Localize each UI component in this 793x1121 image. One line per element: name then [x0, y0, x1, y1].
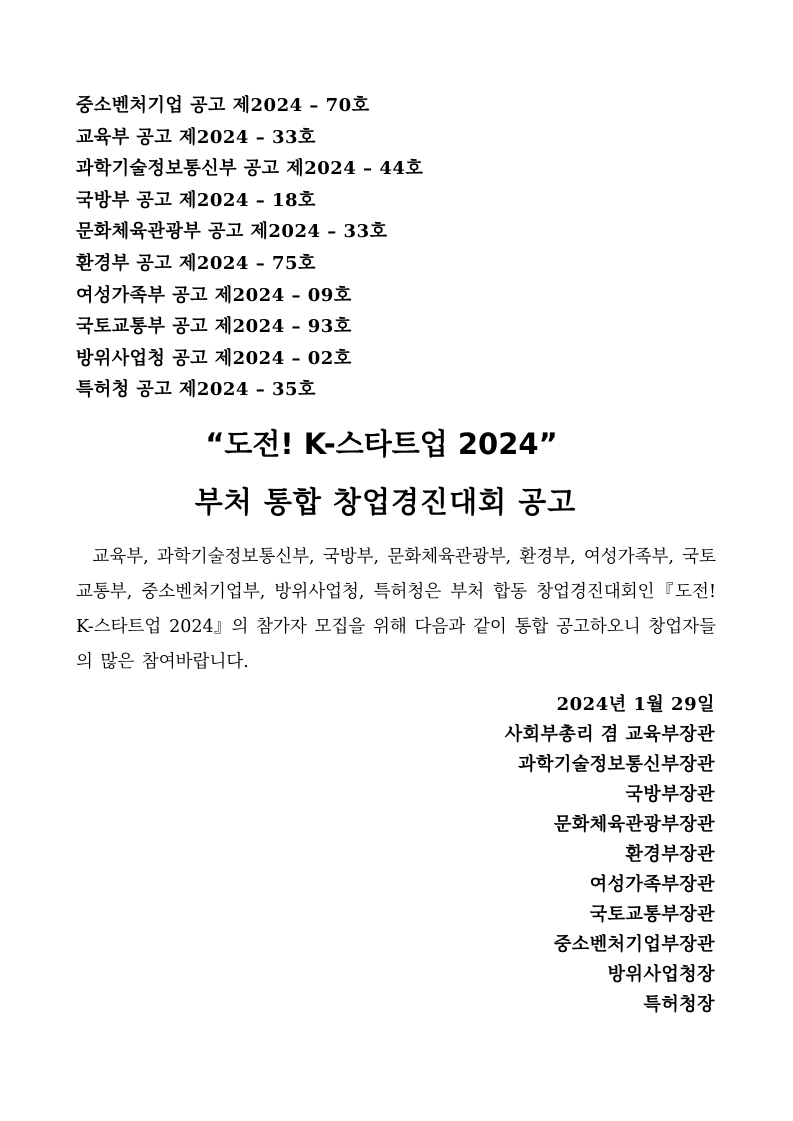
- notice-number: 국토교통부 공고 제2024 – 93호: [76, 316, 352, 338]
- signature-block: [505, 690, 715, 1020]
- notice-number-list: [76, 90, 423, 406]
- signer: 국토교통부장관: [589, 904, 715, 925]
- notice-number: 방위사업청 공고 제2024 – 02호: [76, 347, 352, 369]
- signer: 문화체육관광부장관: [554, 814, 715, 835]
- signer: 중소벤처기업부장관: [554, 934, 715, 955]
- notice-number: 특허청 공고 제2024 – 35호: [76, 379, 316, 401]
- notice-number: 교육부 공고 제2024 – 33호: [76, 126, 316, 148]
- notice-number: 중소벤처기업 공고 제2024 – 70호: [76, 95, 370, 116]
- notice-number: 국방부 공고 제2024 – 18호: [76, 189, 316, 211]
- signer: 사회부총리 겸 교육부장관: [504, 724, 715, 745]
- signer: 방위사업청장: [607, 964, 715, 985]
- title-line-2: 부처 통합 창업경진대회 공고: [194, 485, 577, 519]
- notice-number: 문화체육관광부 공고 제2024 – 33호: [76, 221, 388, 243]
- title-line-1: “도전! K-스타트업 2024”: [205, 427, 558, 461]
- intro-text: 교육부, 과학기술정보통신부, 국방부, 문화체육관광부, 환경부, 여성가족부, 국토교통부, 중소벤처기업부, 방위사업청, 특허청은 부처 합동 창업경진대회인『도전! K-스타트업 2024』의 참가자 모집을 위해 다음과 같이 통합 공고하오니 창업자들의 많은 참여바랍니다.: [76, 547, 716, 672]
- notice-number: 과학기술정보통신부 공고 제2024 – 44호: [76, 158, 424, 180]
- notice-number: 여성가족부 공고 제2024 – 09호: [76, 284, 352, 306]
- announcement-date: 2024년 1월 29일: [556, 694, 715, 715]
- signer: 환경부장관: [625, 844, 715, 865]
- signer: 특허청장: [643, 994, 715, 1015]
- document-title: [0, 424, 793, 522]
- signer: 여성가족부장관: [589, 874, 715, 895]
- intro-paragraph: [76, 540, 716, 680]
- signer: 과학기술정보통신부장관: [518, 754, 715, 775]
- notice-number: 환경부 공고 제2024 – 75호: [76, 252, 316, 274]
- signer: 국방부장관: [625, 784, 715, 805]
